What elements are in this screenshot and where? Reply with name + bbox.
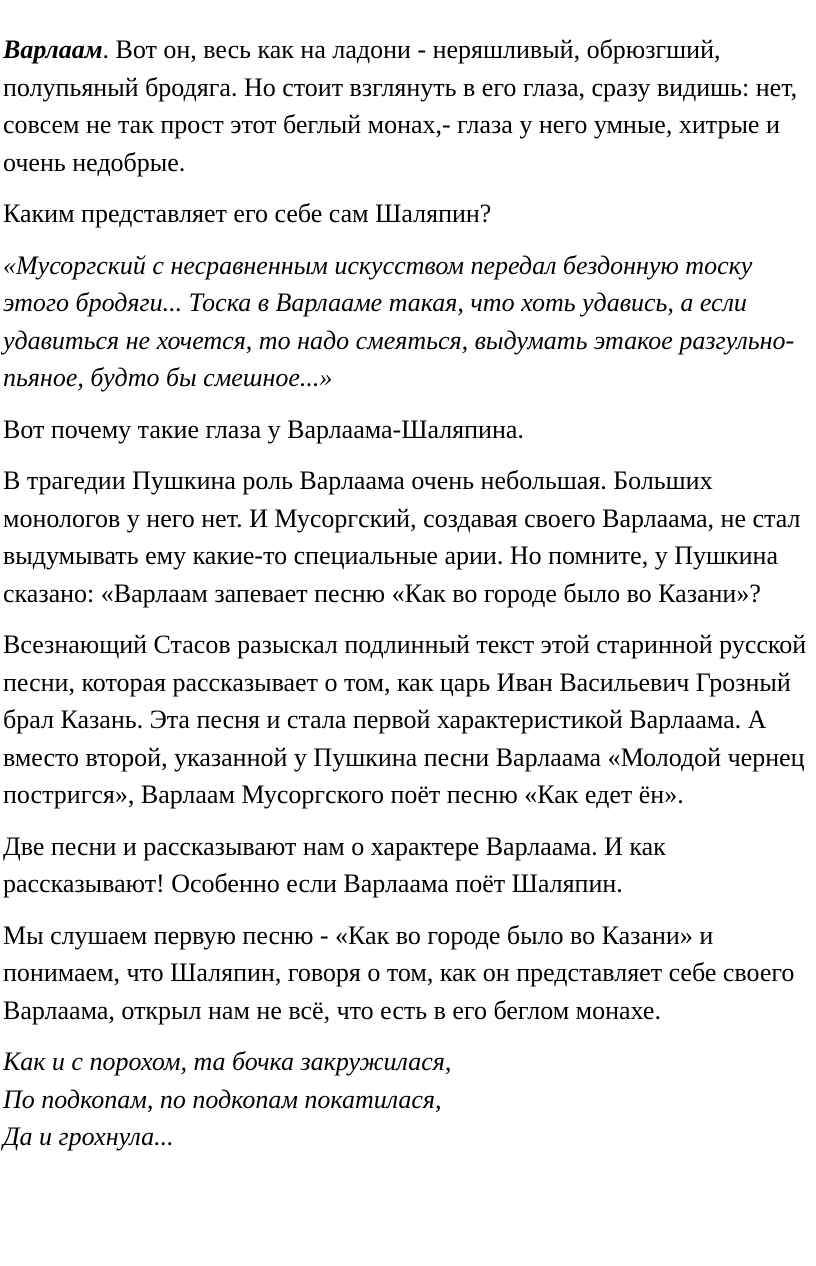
character-name: Варлаам (3, 35, 103, 64)
paragraph-chaliapin-quote: «Мусоргский с несравненным искусством передал бездонную тоску этого бродяги... Тоска в Варлааме такая, что хоть удавись, а если удавиться не хочется, то надо смеяться, выдумать этакое разгульно-пьяное, будто бы смешное...» (3, 250, 795, 392)
poem-excerpt (3, 1043, 813, 1156)
paragraph-stasov: Всезнающий Стасов разыскал подлинный текст этой старинной русской песни, которая рассказывает о том, как царь Иван Васильевич Грозный брал Казань. Эта песня и стала первой характеристикой Варлаама. А вместо второй, указанной у Пушкина песни Варлаама «Молодой чернец постригся», Варлаам Мусоргского поёт песню «Как едет ён». (3, 630, 807, 809)
paragraph-eyes: Вот почему такие глаза у Варлаама-Шаляпина. (3, 414, 524, 444)
paragraph-varlaam-description (3, 31, 813, 181)
document-page (3, 31, 813, 1156)
poem-line: Да и грохнула... (3, 1122, 174, 1151)
paragraph-pushkin-tragedy: В трагедии Пушкина роль Варлаама очень небольшая. Больших монологов у него нет. И Мусоргский, создавая своего Варлаама, не стал выдумывать ему какие-то специальные арии. Но помните, у Пушкина сказано: «Варлаам запевает песню «Как во городе было во Казани»? (3, 466, 801, 608)
poem-line: Как и с порохом, та бочка закружилася, (3, 1047, 452, 1076)
paragraph-question: Каким представляет его себе сам Шаляпин? (3, 199, 492, 228)
poem-line: По подкопам, по подкопам покатилася, (3, 1084, 442, 1114)
paragraph-two-songs: Две песни и рассказывают нам о характере Варлаама. И как рассказывают! Особенно если Варлаама поёт Шаляпин. (3, 831, 666, 898)
paragraph-text: . Вот он, весь как на ладони - неряшливый, обрюзгший, полупьяный бродяга. Но стоит взглянуть в его глаза, сразу видишь: нет, совсем не так прост этот беглый монах,- глаза у него умные, хитрые и очень недобрые. (3, 35, 798, 177)
paragraph-first-song: Мы слушаем первую песню - «Как во городе было во Казани» и понимаем, что Шаляпин, говоря о том, как он представляет себе своего Варлаама, открыл нам не всё, что есть в его беглом монахе. (3, 920, 795, 1025)
